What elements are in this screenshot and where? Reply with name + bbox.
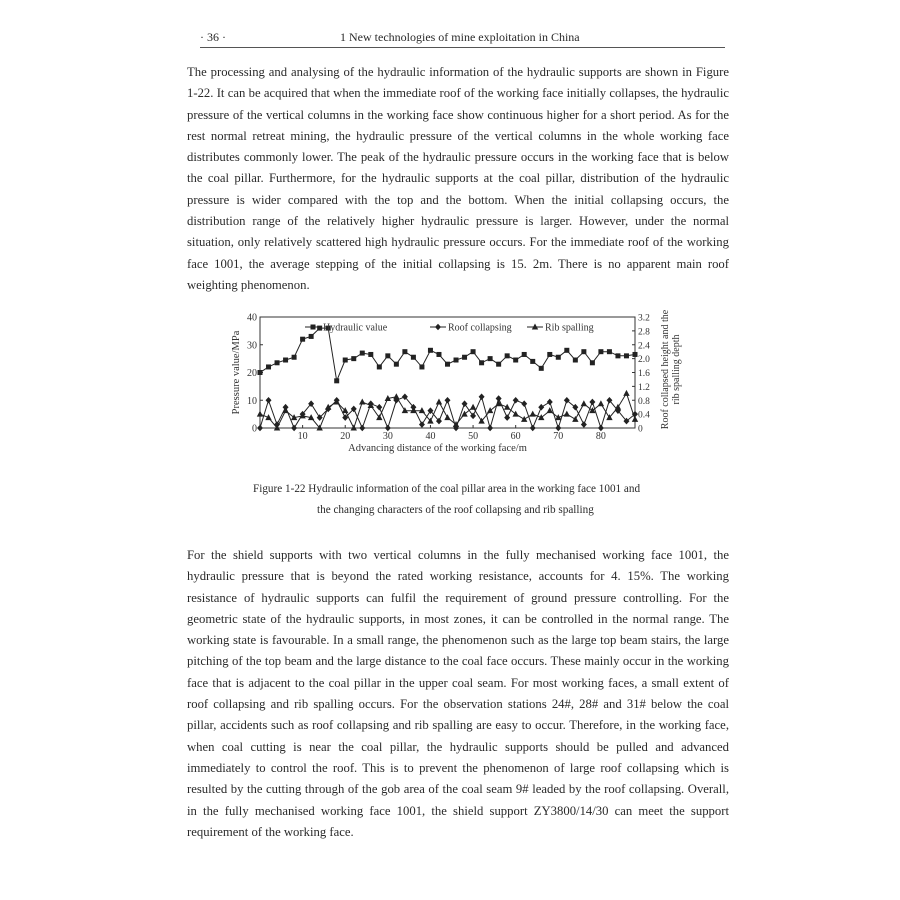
hydraulic-chart [210, 303, 680, 463]
y-axis-title: Pressure value/MPa [231, 330, 242, 415]
rib-spalling-point [402, 407, 408, 413]
hydraulic-value-point [300, 337, 305, 342]
hydraulic-value-point [402, 349, 407, 354]
rib-spalling-point [257, 411, 263, 417]
hydraulic-value-point [488, 356, 493, 361]
figure-caption [253, 479, 673, 521]
hydraulic-value-point [598, 349, 603, 354]
y2-tick-label: 0 [638, 424, 643, 435]
roof-collapsing-point [504, 414, 510, 421]
rib-spalling-point [436, 398, 442, 404]
hydraulic-value-point [368, 352, 373, 357]
hydraulic-value-point [564, 348, 569, 353]
roof-collapsing-point [589, 399, 595, 406]
caption-line-1: Figure 1-22 Hydraulic information of the coal pillar area in the working face 1001 and [253, 483, 641, 495]
roof-collapsing-point [538, 404, 544, 411]
x-tick-label: 60 [510, 431, 521, 442]
roof-collapsing-point [479, 393, 485, 400]
hydraulic-value-point [377, 364, 382, 369]
rib-spalling-point [521, 416, 527, 422]
hydraulic-value-point [258, 370, 263, 375]
roof-collapsing-point [581, 421, 587, 428]
rib-spalling-point [393, 393, 399, 399]
hydraulic-value-point [462, 355, 467, 360]
hydraulic-value-point [607, 349, 612, 354]
hydraulic-value-point [624, 353, 629, 358]
legend-rib-spalling-label: Rib spalling [545, 322, 594, 334]
y-tick-label: 10 [247, 395, 257, 407]
roof-collapsing-point [445, 397, 451, 404]
rib-spalling-point [470, 404, 476, 410]
roof-collapsing-point [291, 425, 297, 432]
y-tick-label: 20 [247, 368, 257, 379]
running-header [200, 29, 725, 48]
hydraulic-value-point [428, 348, 433, 353]
y2-axis-title-line1: Roof collapsed height and the [660, 309, 671, 430]
y2-tick-label: 2.4 [638, 341, 650, 352]
hydraulic-value-point [266, 364, 271, 369]
hydraulic-value-point [479, 360, 484, 365]
y2-tick-label: 0.4 [638, 410, 650, 421]
hydraulic-value-point [530, 359, 535, 364]
y2-tick-label: 2.8 [638, 327, 650, 338]
hydraulic-value-point [513, 358, 518, 363]
hydraulic-value-point [283, 358, 288, 363]
hydraulic-value-point [547, 352, 552, 357]
rib-spalling-point [581, 400, 587, 406]
roof-collapsing-point [419, 421, 425, 428]
hydraulic-value-point [275, 360, 280, 365]
hydraulic-value-point [436, 352, 441, 357]
rib-spalling-point [615, 404, 621, 410]
hydraulic-value-point [573, 358, 578, 363]
rib-spalling-point [598, 400, 604, 406]
rib-spalling-point [444, 414, 450, 420]
y2-tick-label: 1.2 [638, 382, 650, 393]
rib-spalling-point [572, 416, 578, 422]
x-tick-label: 10 [297, 431, 308, 442]
rib-spalling-point [299, 412, 305, 418]
caption-line-2: the changing characters of the roof collapsing and rib spalling [317, 504, 594, 516]
rib-spalling-point [623, 390, 629, 396]
page-number: · 36 · [200, 30, 226, 44]
y2-tick-label: 2.0 [638, 355, 650, 366]
roof-collapsing-point [530, 425, 536, 432]
roof-collapsing-point [487, 425, 493, 432]
rib-spalling-point [410, 407, 416, 413]
hydraulic-value-point [496, 362, 501, 367]
hydraulic-value-point [292, 355, 297, 360]
hydraulic-value-point [454, 358, 459, 363]
x-tick-label: 40 [425, 431, 436, 442]
y2-axis-title-line2: rib spalling depth [671, 334, 682, 405]
legend-roof-collapsing-label: Roof collapsing [448, 322, 512, 334]
x-tick-label: 70 [553, 431, 564, 442]
rib-spalling-point [419, 407, 425, 413]
figure-1-22 [210, 303, 680, 463]
hydraulic-value-point [351, 356, 356, 361]
y-tick-label: 40 [247, 312, 257, 324]
running-title: 1 New technologies of mine exploitation in China [340, 30, 580, 44]
hydraulic-value-line [260, 328, 635, 381]
y-tick-label: 30 [247, 340, 257, 352]
hydraulic-value-point [633, 352, 638, 357]
hydraulic-value-point [411, 355, 416, 360]
hydraulic-value-point [309, 334, 314, 339]
hydraulic-value-point [471, 349, 476, 354]
paragraph-1: The processing and analysing of the hydraulic information of the hydraulic supports are shown in Figure 1-22. It can be acquired that when the immediate roof of the working face initially collapses, the hydraulic pressure of the vertical columns in the working face show continuous higher for a short period. As for the rest normal retreat mining, the hydraulic pressure of the vertical columns in the whole working face distributes commonly lower. The peak of the hydraulic pressure occurs in the working face that is below the coal pillar. Furthermore, for the hydraulic supports at the coal pillar, distribution of the hydraulic pressure is wider compared with the top and the bottom. When the initial collapsing occurs, the distribution range of the relatively higher hydraulic pressure is larger. However, under the normal situation, only relatively scattered high hydraulic pressure occurs. For the immediate roof of the working face 1001, the average stepping of the initial collapsing is 15. 2m. There is no apparent main roof weighting phenomenon. [187, 65, 729, 292]
roof-collapsing-point [376, 404, 382, 411]
roof-collapsing-point [572, 404, 578, 411]
y2-tick-label: 3.2 [638, 313, 650, 324]
hydraulic-value-point [334, 378, 339, 383]
hydraulic-value-point [360, 351, 365, 356]
legend-hydraulic-value-label: Hydraulic value [323, 322, 388, 334]
hydraulic-value-point [317, 326, 322, 331]
paragraph-2: For the shield supports with two vertical columns in the fully mechanised working face 1001, the hydraulic pressure that is beyond the rated working resistance, accounts for 4. 15%. The working resistance of hydraulic supports can fulfil the requirement of ground pressure controlling. For the geometric state of the hydraulic supports, in most zones, it can be controlled in the normal range. The working state is favourable. In a small range, the phenomenon such as the large top beam stairs, the large pitching of the top beam and the large distance to the coal face occurs. These mainly occur in the working face that is adjacent to the coal pillar in the upper coal seam. For most working faces, a small extent of roof collapsing and rib spalling occurs. For the observation stations 24#, 28# and 31# below the coal pillar, accidents such as roof collapsing and rib spalling are easy to occur. Therefore, in the working face, when coal cutting is near the coal pillar, the hydraulic supports should be pulled and advanced immediately to control the roof. This is to prevent the phenomenon of large roof collapsing which is resulted by the cutting through of the gob area of the coal seam 9# leaded by the roof collapsing. Overall, in the fully mechanised working face 1001, the shield support ZY3800/14/30 can meet the support requirement of the working face. [187, 548, 729, 839]
hydraulic-value-point [539, 366, 544, 371]
roof-collapsing-point [513, 397, 519, 404]
hydraulic-value-point [385, 353, 390, 358]
rib-spalling-point [512, 411, 518, 417]
hydraulic-value-point [556, 355, 561, 360]
hydraulic-value-point [445, 362, 450, 367]
x-tick-label: 50 [468, 431, 479, 442]
y-tick-label: 0 [252, 423, 257, 435]
hydraulic-value-point [581, 349, 586, 354]
roof-collapsing-point [266, 397, 272, 404]
roof-collapsing-point [359, 425, 365, 432]
legend-roof-collapsing-marker [435, 324, 441, 331]
hydraulic-value-point [615, 353, 620, 358]
y2-tick-label: 0.8 [638, 396, 650, 407]
x-tick-label: 30 [382, 431, 393, 442]
rib-spalling-point [461, 411, 467, 417]
rib-spalling-point [334, 398, 340, 404]
rib-spalling-point [564, 411, 570, 417]
y2-tick-label: 1.6 [638, 369, 650, 379]
x-tick-label: 20 [340, 431, 351, 442]
x-tick-label: 80 [595, 431, 606, 442]
rib-spalling-point [487, 407, 493, 413]
hydraulic-value-point [522, 352, 527, 357]
hydraulic-value-point [394, 362, 399, 367]
rib-spalling-point [359, 398, 365, 404]
hydraulic-value-point [419, 364, 424, 369]
legend-hydraulic-value-marker [311, 325, 316, 330]
roof-collapsing-point [547, 399, 553, 406]
hydraulic-value-point [590, 360, 595, 365]
x-axis-title: Advancing distance of the working face/m [348, 443, 527, 454]
roof-collapsing-point [257, 425, 263, 432]
roof-collapsing-point [521, 400, 527, 407]
hydraulic-value-point [505, 353, 510, 358]
rib-spalling-point [530, 411, 536, 417]
hydraulic-value-point [343, 358, 348, 363]
rib-spalling-point [282, 407, 288, 413]
